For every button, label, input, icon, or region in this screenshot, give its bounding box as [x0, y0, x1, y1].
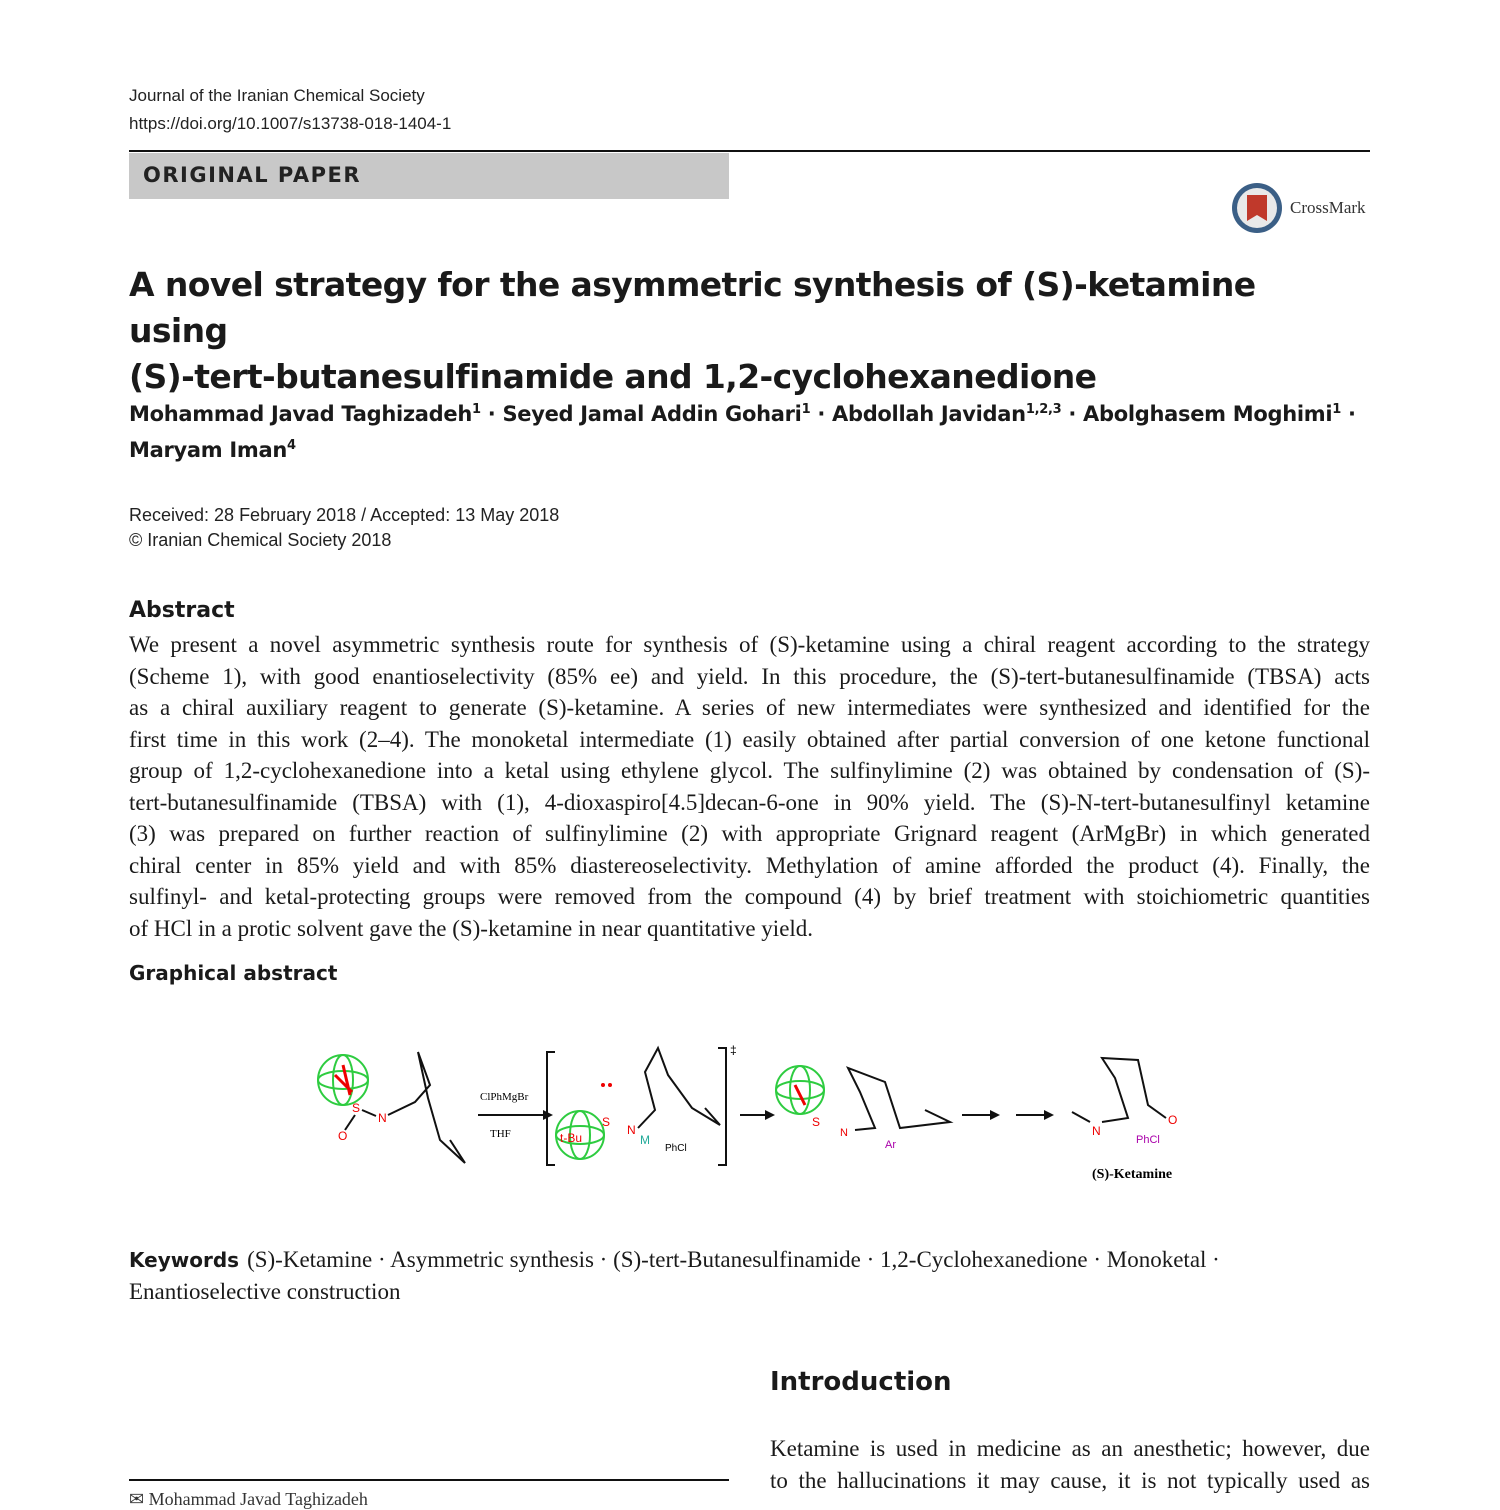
tbu-sphere-icon — [318, 1055, 368, 1105]
metal-label: M — [640, 1133, 650, 1147]
header-divider — [129, 150, 1370, 152]
atom-o: O — [1168, 1113, 1178, 1127]
transition-state-dagger: ‡ — [730, 1043, 737, 1057]
tbu-label: t-Bu — [560, 1131, 583, 1145]
atom-n: N — [378, 1111, 387, 1125]
abstract-line: chiral center in 85% yield and with 85% diastereoselectivity. Methylation of amine afforded the product (4). Finally, the — [129, 852, 1370, 878]
doi-link[interactable]: https://doi.org/10.1007/s13738-018-1404-1 — [129, 114, 452, 133]
author-affiliation: 1 — [801, 402, 811, 417]
abstract-line: as a chiral auxiliary reagent to generate (S)-ketamine. A series of new intermediates were synthesized and identified for the — [129, 695, 1370, 720]
author-affiliation: 1 — [1332, 402, 1341, 417]
abstract-heading: Abstract — [129, 598, 235, 623]
author-affiliation: 4 — [287, 438, 296, 453]
abstract-line: We present a novel asymmetric synthesis route for synthesis of (S)-ketamine using a chiral reagent according to the strategy — [129, 632, 1370, 657]
crossmark-button[interactable] — [1230, 181, 1366, 235]
abstract-text — [129, 629, 1370, 944]
author-affiliation: 1 — [472, 402, 481, 417]
journal-header — [129, 82, 451, 138]
tbu-sphere-icon — [776, 1066, 824, 1114]
atom-s: S — [352, 1101, 361, 1115]
author-separator: · — [1340, 402, 1356, 426]
author: Maryam Iman — [129, 438, 287, 462]
footnote-divider — [129, 1479, 729, 1481]
intro-line: to the hallucinations it may cause, it is not typically used as — [770, 1468, 1370, 1493]
atom-n: N — [627, 1123, 636, 1137]
author: Seyed Jamal Addin Gohari — [502, 402, 802, 426]
graphical-abstract-heading: Graphical abstract — [129, 961, 338, 985]
article-dates — [129, 503, 559, 553]
journal-name: Journal of the Iranian Chemical Society — [129, 86, 425, 105]
atom-o: O — [338, 1129, 348, 1143]
author-separator: · — [1061, 402, 1084, 426]
author-separator: · — [810, 402, 833, 426]
graphical-abstract-scheme — [300, 1030, 1200, 1195]
introduction-heading: Introduction — [770, 1367, 952, 1397]
keywords-label: Keywords — [129, 1248, 240, 1272]
paper-title — [129, 262, 1329, 400]
intro-line: Ketamine is used in medicine as an anesthetic; however, due — [770, 1436, 1370, 1461]
author: Abolghasem Moghimi — [1083, 402, 1333, 426]
atom-s: S — [602, 1115, 611, 1129]
product-label: (S)-Ketamine — [1092, 1167, 1173, 1182]
keywords-list: (S)-Ketamine · Asymmetric synthesis · (S)-tert-Butanesulfinamide · 1,2-Cyclohexanedione · Monoketal · — [247, 1247, 1220, 1272]
keywords-list-cont: Enantioselective construction — [129, 1279, 401, 1304]
title-line-1: A novel strategy for the asymmetric synthesis of (S)-ketamine using — [129, 265, 1256, 350]
phcl-label: PhCl — [665, 1143, 687, 1154]
article-type-badge — [129, 153, 729, 199]
author-separator: · — [480, 402, 503, 426]
abstract-line: (3) was prepared on further reaction of sulfinylimine (2) with appropriate Grignard reagent (ArMgBr) in which generated — [129, 821, 1370, 846]
abstract-line: (Scheme 1), with good enantioselectivity (85% ee) and yield. In this procedure, the (S)-tert-butanesulfinamide (TBSA) acts — [129, 663, 1370, 689]
aryl-label: Ar — [885, 1139, 896, 1151]
phcl-label: PhCl — [1136, 1134, 1160, 1146]
author-affiliation: 1,2,3 — [1025, 402, 1062, 417]
atom-s: S — [812, 1115, 821, 1129]
abstract-line: group of 1,2-cyclohexanedione into a ketal using ethylene glycol. The sulfinylimine (2) was obtained by condensation of (S)- — [129, 758, 1370, 783]
title-line-2: (S)-tert-butanesulfinamide and 1,2-cyclohexanedione — [129, 357, 1097, 396]
article-type-label: ORIGINAL PAPER — [143, 163, 362, 187]
author: Abdollah Javidan — [832, 402, 1026, 426]
copyright: © Iranian Chemical Society 2018 — [129, 530, 392, 550]
author: Mohammad Javad Taghizadeh — [129, 402, 472, 426]
abstract-line: sulfinyl- and ketal-protecting groups were removed from the compound (4) by brief treatment with stoichiometric quantities — [129, 884, 1370, 909]
introduction-text — [770, 1433, 1370, 1497]
abstract-line: first time in this work (2–4). The monoketal intermediate (1) easily obtained after partial conversion of one ketone functional — [129, 726, 1370, 752]
received-accepted: Received: 28 February 2018 / Accepted: 13 May 2018 — [129, 505, 560, 525]
solvent-label: THF — [490, 1128, 511, 1140]
abstract-line: tert-butanesulfinamide (TBSA) with (1), 4-dioxaspiro[4.5]decan-6-one in 90% yield. The (S)-N-tert-butanesulfinyl ketamine — [129, 789, 1370, 815]
atom-n: N — [1092, 1124, 1101, 1138]
keywords — [129, 1244, 1370, 1308]
reagent-label: ClPhMgBr — [480, 1091, 529, 1103]
abstract-line: of HCl in a protic solvent gave the (S)-ketamine in near quantitative yield. — [129, 915, 814, 941]
author-list — [129, 394, 1369, 466]
corresponding-author-footnote: ✉ Mohammad Javad Taghizadeh — [129, 1489, 368, 1509]
crossmark-icon — [1230, 181, 1284, 235]
atom-n: N — [840, 1127, 848, 1139]
crossmark-label: CrossMark — [1290, 198, 1366, 217]
